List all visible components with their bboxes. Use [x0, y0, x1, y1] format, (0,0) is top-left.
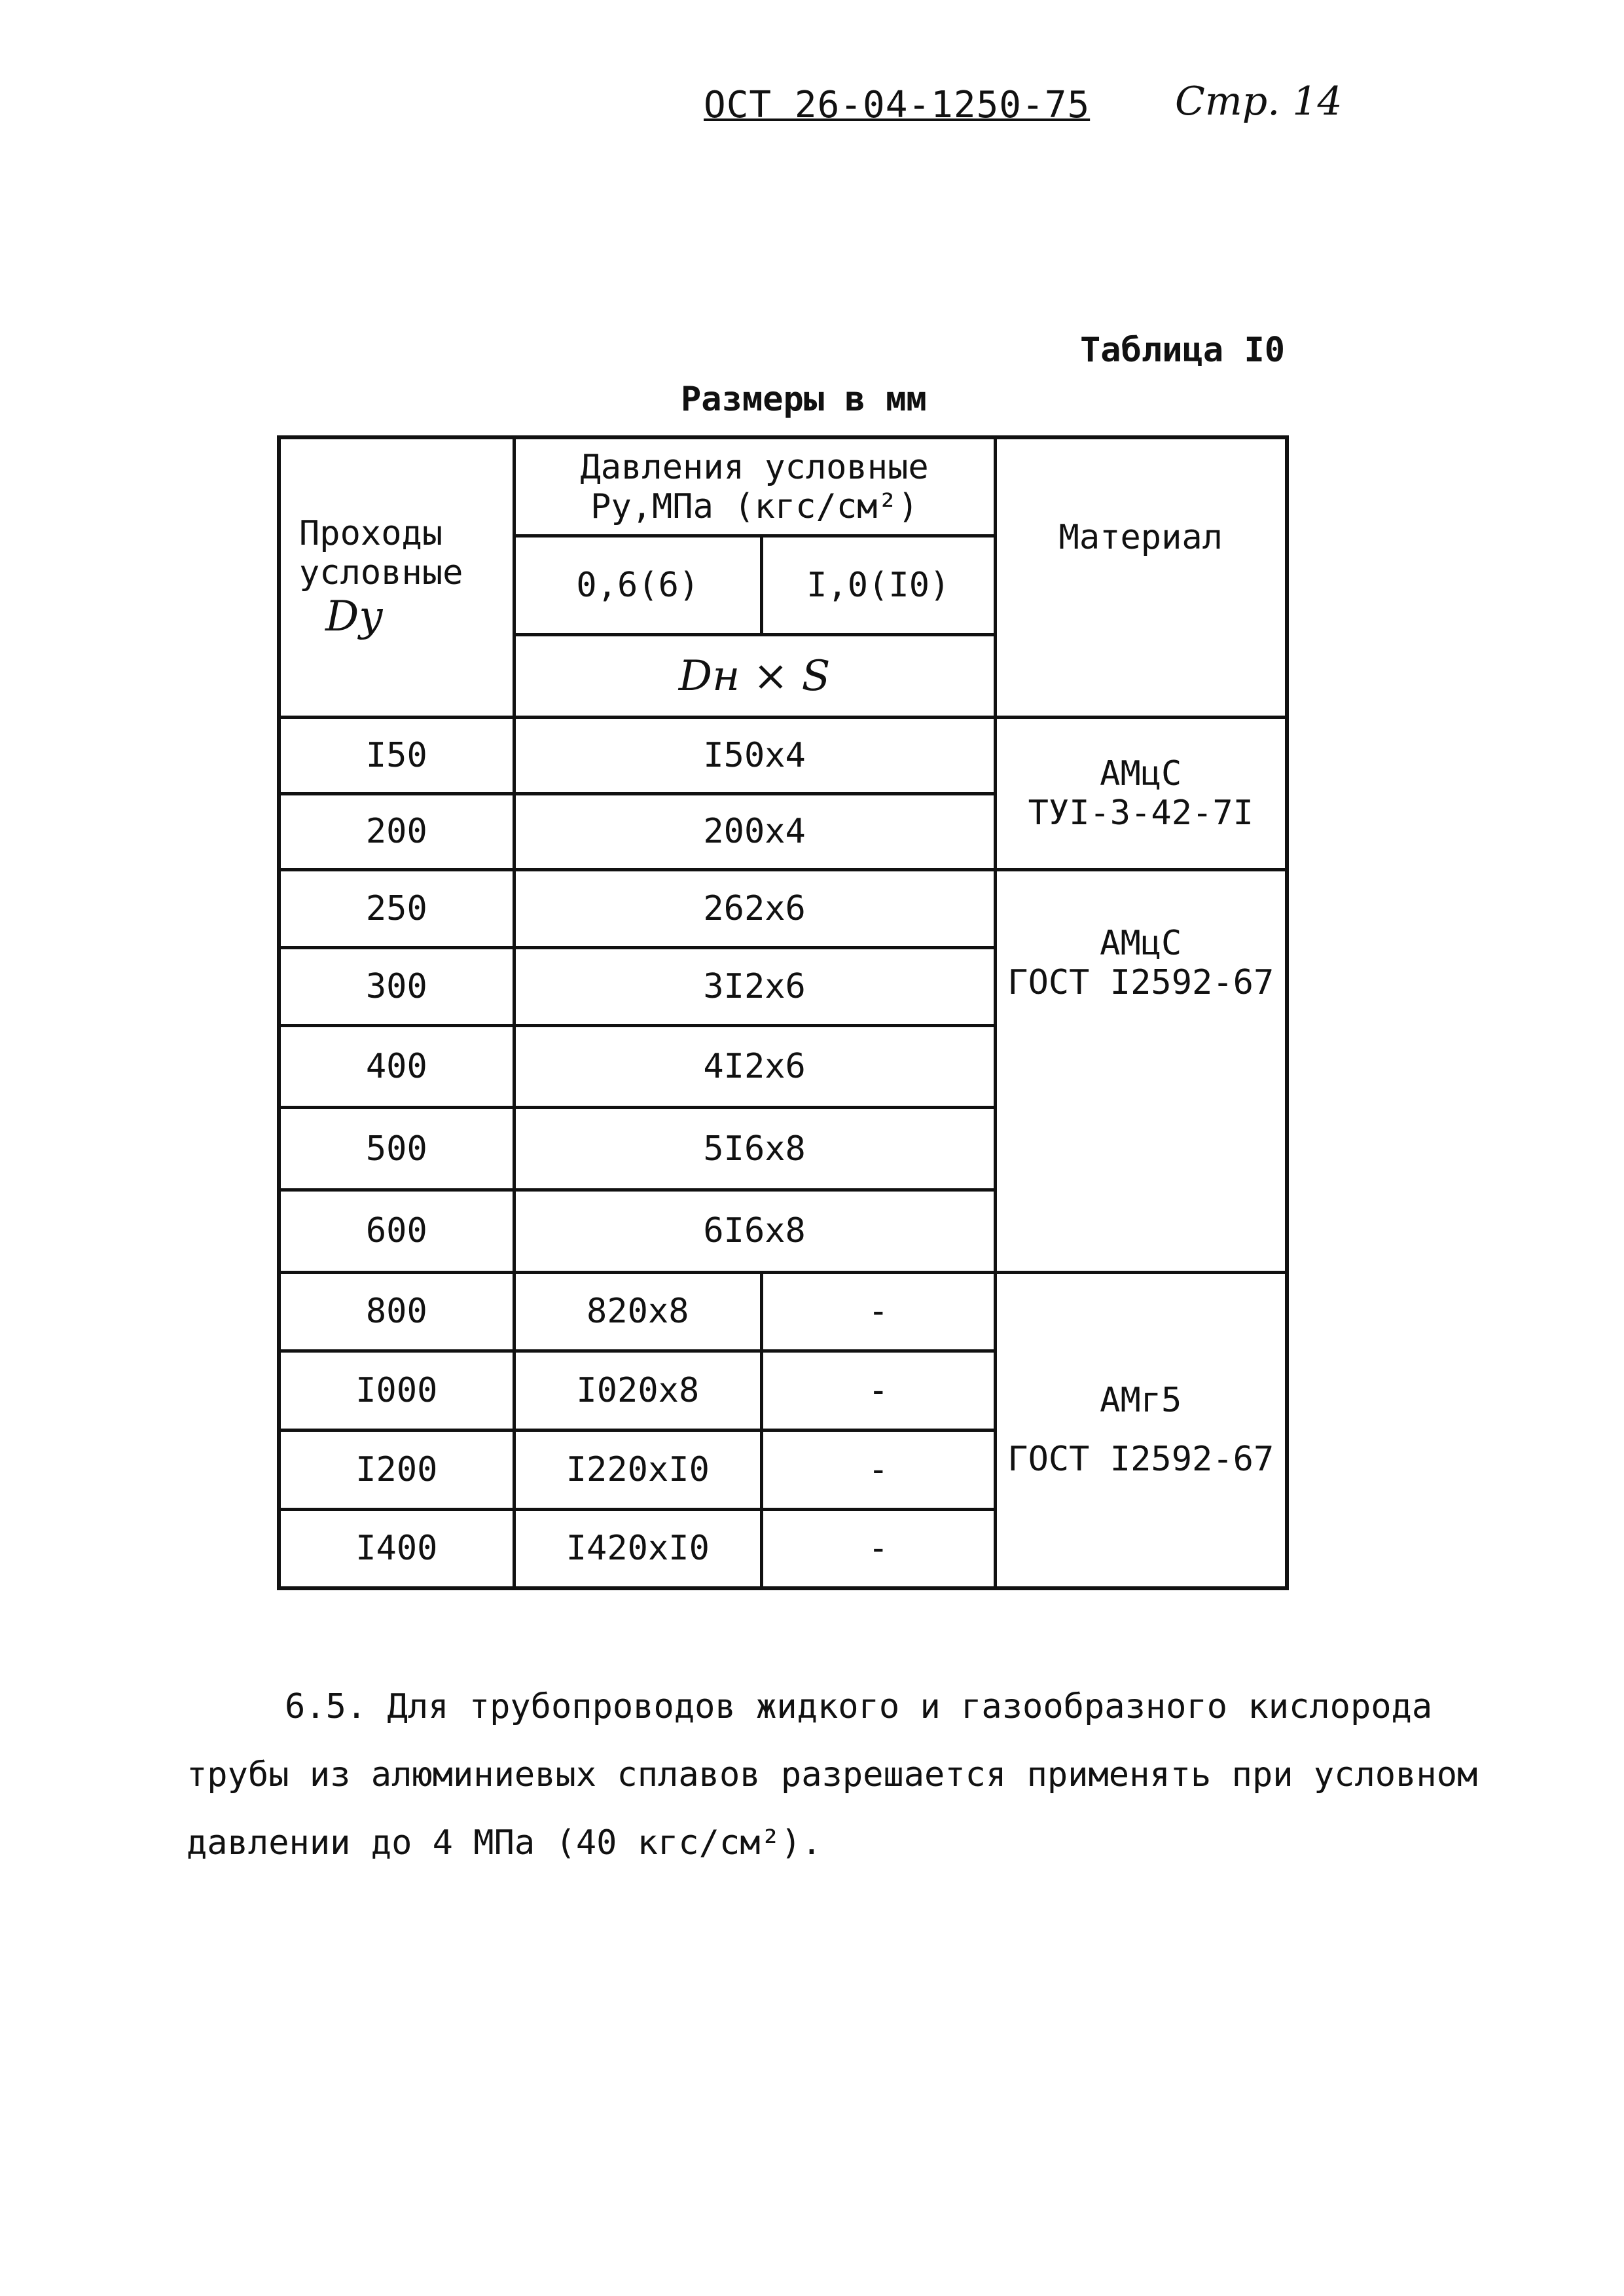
cell-size: 262x6 [514, 870, 995, 948]
header-pressure [514, 437, 995, 536]
paragraph [187, 1673, 1483, 1877]
cell-dy: 200 [279, 793, 514, 870]
header-material: Материал [995, 437, 1287, 717]
cell-dy: I000 [279, 1351, 514, 1430]
units-note: Размеры в мм [681, 380, 927, 419]
cell-dy: 300 [279, 947, 514, 1025]
cell-size: 5I6x8 [514, 1108, 995, 1190]
cell-dy: I50 [279, 717, 514, 793]
cell-dy: 800 [279, 1272, 514, 1351]
cell-dy: 250 [279, 870, 514, 948]
header-pressure-a: 0,6(6) [514, 536, 761, 635]
cell-material [995, 1272, 1287, 1588]
header-passage [279, 437, 514, 717]
paragraph-line: трубы из алюминиевых сплавов разрешается применять при условном [187, 1755, 1478, 1795]
cell-size-b: - [761, 1351, 995, 1430]
cell-size: I020x8 [514, 1351, 761, 1430]
cell-size: 4I2x6 [514, 1025, 995, 1108]
header-pressure-line2: Ру,МПа (кгс/см²) [590, 486, 919, 526]
header-passage-line2: условные [299, 553, 463, 592]
cell-dy: 500 [279, 1108, 514, 1190]
header-dims: Dн × S [514, 635, 995, 718]
material-standard: ГОСТ I2592-67 [1007, 963, 1274, 1003]
header-pressure-line1: Давления условные [580, 447, 929, 487]
cell-size-b: - [761, 1430, 995, 1510]
cell-dy: 600 [279, 1190, 514, 1272]
cell-dy: I200 [279, 1430, 514, 1510]
cell-size: I220xI0 [514, 1430, 761, 1510]
pipe-dimensions-table [277, 435, 1289, 1590]
header-pressure-b: I,0(I0) [761, 536, 995, 635]
paragraph-line: давлении до 4 МПа (40 кгс/см²). [187, 1823, 822, 1863]
material-name: АМцС [1100, 754, 1182, 794]
cell-size-b: - [761, 1509, 995, 1588]
cell-material [995, 717, 1287, 869]
cell-size-b: - [761, 1272, 995, 1351]
cell-dy: I400 [279, 1509, 514, 1588]
cell-size: 200x4 [514, 793, 995, 870]
cell-size: 3I2x6 [514, 947, 995, 1025]
material-name: АМцС [1100, 924, 1182, 964]
header-passage-symbol: Dу [325, 592, 384, 641]
material-standard: ГОСТ I2592-67 [1007, 1440, 1274, 1480]
table-label: Таблица I0 [1080, 331, 1286, 370]
page-number: Стр. 14 [1175, 79, 1343, 124]
cell-size: 6I6x8 [514, 1190, 995, 1272]
document-number: ОСТ 26-04-1250-75 [704, 84, 1091, 126]
cell-material [995, 870, 1287, 1272]
cell-size: I420xI0 [514, 1509, 761, 1588]
material-standard: ТУI-3-42-7I [1028, 793, 1254, 833]
cell-size: 820x8 [514, 1272, 761, 1351]
cell-dy: 400 [279, 1025, 514, 1108]
paragraph-line: 6.5. Для трубопроводов жидкого и газообразного кислорода [285, 1687, 1433, 1726]
material-name: АМг5 [1100, 1381, 1182, 1421]
header-passage-line1: Проходы [299, 513, 443, 553]
cell-size: I50x4 [514, 717, 995, 793]
